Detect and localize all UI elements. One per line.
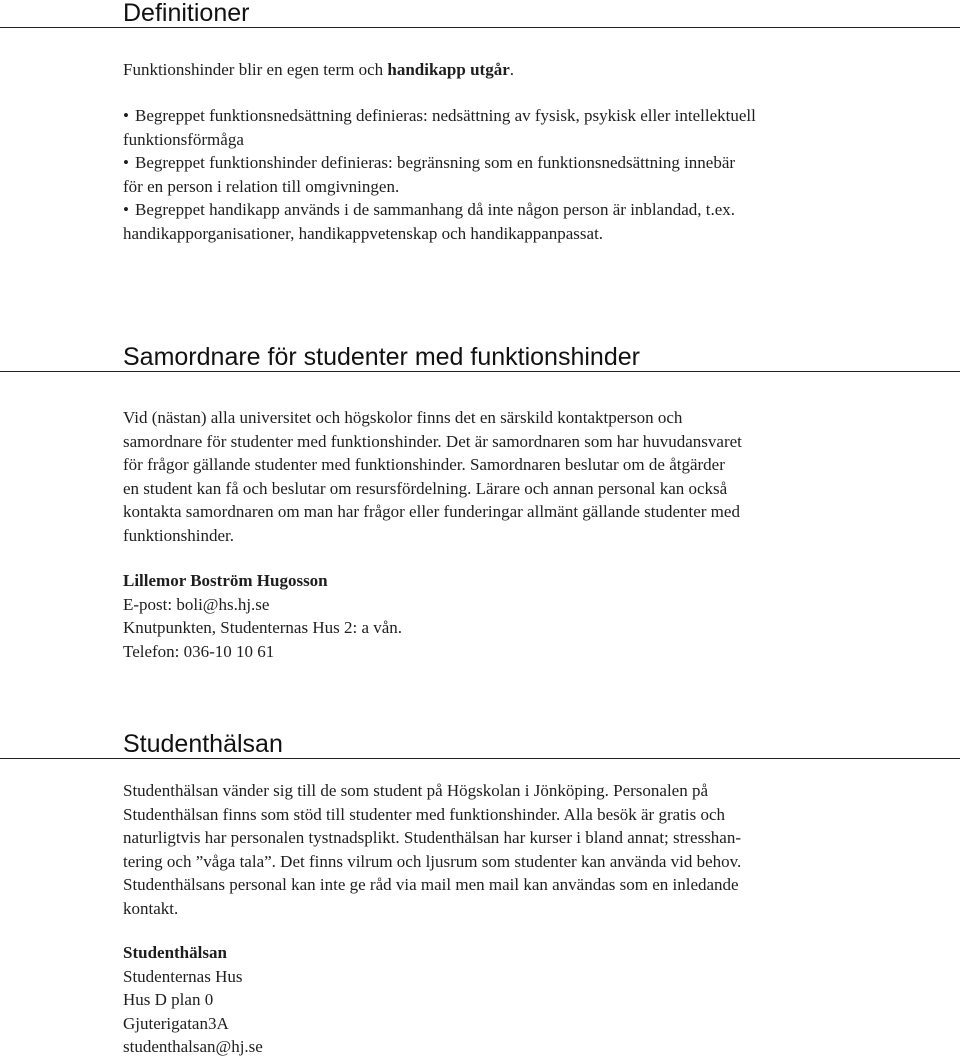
heading-rule: [0, 371, 960, 372]
bullet-item: [123, 198, 756, 222]
studenthalsan-paragraph: [123, 779, 741, 920]
paragraph-line: naturligtvis har personalen tystnadsplikt. Studenthälsan har kurser i bland annat; stresshan-: [123, 828, 742, 847]
address-title: Studenthälsan: [123, 943, 227, 962]
paragraph-line: Studenthälsan vänder sig till de som student på Högskolan i Jönköping. Personalen på: [123, 781, 709, 800]
address-line: Studenternas Hus: [123, 966, 243, 986]
contact-email: E-post: boli@hs.hj.se: [123, 594, 270, 614]
intro-period: .: [509, 60, 515, 79]
address-line: Gjuterigatan3A: [123, 1013, 229, 1033]
intro-bold-term: handikapp utgår: [387, 60, 510, 79]
bullet-item: [123, 151, 756, 175]
paragraph-line: Studenthälsans personal kan inte ge råd via mail men mail kan användas som en inledande: [123, 875, 739, 894]
paragraph-line: kontakt.: [123, 898, 179, 918]
section-heading-samordnare: Samordnare för studenter med funktionshinder: [123, 343, 640, 371]
contact-phone: Telefon: 036-10 10 61: [123, 641, 275, 661]
bullet-item: [123, 104, 756, 128]
paragraph-line: Studenthälsan finns som stöd till studenter med funktionshinder. Alla besök är gratis och: [123, 804, 726, 824]
bullet-text: Begreppet funktionsnedsättning definieras: nedsättning av fysisk, psykisk eller intellektuell: [135, 106, 756, 125]
samordnare-paragraph: [123, 406, 742, 547]
contact-name: Lillemor Boström Hugosson: [123, 571, 328, 590]
paragraph-line: för frågor gällande studenter med funktionshinder. Samordnaren beslutar om de åtgärder: [123, 455, 725, 474]
bullet-marker: •: [123, 106, 129, 125]
heading-rule: [0, 27, 960, 28]
bullet-continuation: för en person i relation till omgivningen.: [123, 176, 400, 196]
heading-rule: [0, 758, 960, 759]
paragraph-line: kontakta samordnaren om man har frågor eller funderingar allmänt gällande studenter med: [123, 502, 740, 521]
definitioner-bullet-list: [123, 104, 756, 245]
bullet-continuation: handikapporganisationer, handikappvetenskap och handikappanpassat.: [123, 223, 604, 243]
section-heading-definitioner: Definitioner: [123, 0, 250, 27]
email-address: studenthalsan@hj.se: [123, 1037, 263, 1056]
paragraph-line: samordnare för studenter med funktionshinder. Det är samordnaren som har huvudansvaret: [123, 431, 742, 451]
samordnare-contact: [123, 569, 402, 663]
section-heading-studenthalsan: Studenthälsan: [123, 730, 283, 758]
bullet-text: Begreppet funktionshinder definieras: begränsning som en funktionsnedsättning innebär: [135, 153, 736, 172]
intro-text: Funktionshinder blir en egen term och: [123, 60, 388, 79]
paragraph-line: en student kan få och beslutar om resursfördelning. Lärare och annan personal kan också: [123, 478, 728, 498]
studenthalsan-address: [123, 941, 263, 1059]
bullet-marker: •: [123, 153, 129, 172]
paragraph-line: tering och ”våga tala”. Det finns vilrum och ljusrum som studenter kan använda vid behov.: [123, 851, 742, 871]
paragraph-line: funktionshinder.: [123, 525, 234, 545]
definitioner-intro: [123, 58, 514, 82]
contact-location: Knutpunkten, Studenternas Hus 2: a vån.: [123, 618, 403, 637]
bullet-continuation: funktionsförmåga: [123, 129, 244, 149]
bullet-marker: •: [123, 200, 129, 219]
address-line: Hus D plan 0: [123, 990, 214, 1009]
paragraph-line: Vid (nästan) alla universitet och högskolor finns det en särskild kontaktperson och: [123, 408, 683, 427]
bullet-text: Begreppet handikapp används i de sammanhang då inte någon person är inblandad, t.ex.: [135, 200, 736, 219]
